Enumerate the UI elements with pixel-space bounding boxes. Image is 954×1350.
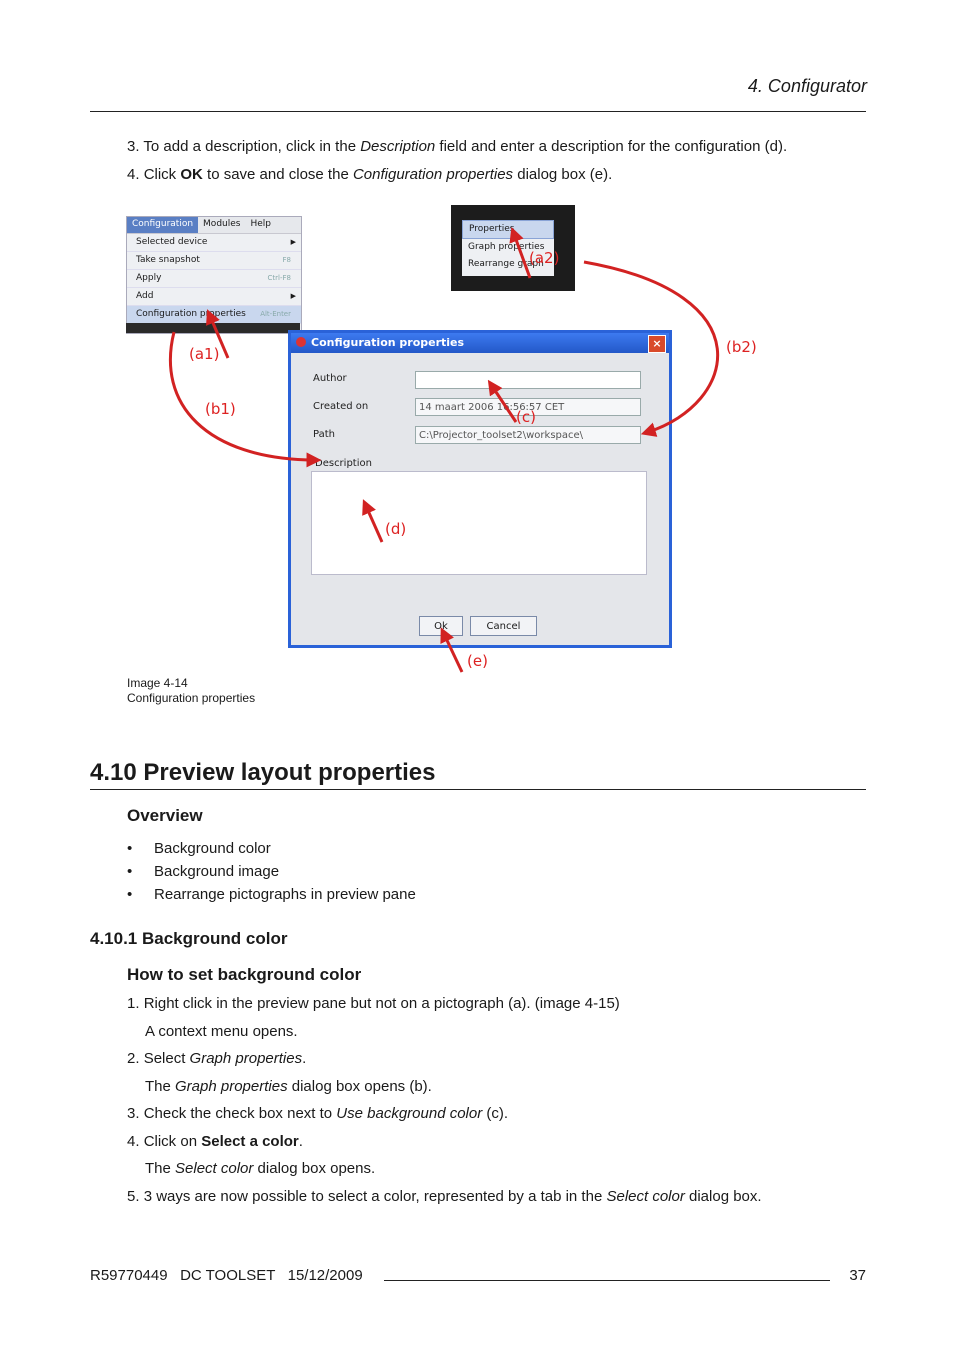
annotation-a1: (a1) bbox=[189, 345, 220, 363]
footer-doc-id: R59770449 DC TOOLSET 15/12/2009 bbox=[90, 1267, 363, 1284]
menu-item-take-snapshot[interactable]: Take snapshot F8 bbox=[127, 252, 301, 270]
path-label: Path bbox=[313, 429, 335, 440]
annotation-c: (c) bbox=[516, 408, 536, 426]
arrow-c bbox=[492, 386, 516, 422]
figure-number: Image 4-14 bbox=[127, 676, 188, 690]
overview-title: Overview bbox=[127, 806, 203, 825]
howto-step-5: 5. 3 ways are now possible to select a color, represented by a tab in the Select color dialog box. bbox=[127, 1188, 762, 1205]
author-label: Author bbox=[313, 373, 347, 384]
bullet-icon: • bbox=[127, 840, 133, 857]
menu-configuration[interactable]: Configuration bbox=[127, 217, 198, 233]
arrow-d bbox=[366, 506, 382, 542]
menu-help[interactable]: Help bbox=[250, 219, 271, 229]
arrow-e bbox=[444, 634, 462, 672]
menu-modules[interactable]: Modules bbox=[203, 219, 241, 229]
context-item-properties[interactable]: Properties bbox=[462, 220, 554, 239]
howto-step-3: 3. Check the check box next to Use background color (c). bbox=[127, 1105, 509, 1122]
howto-title: How to set background color bbox=[127, 965, 362, 984]
arrow-a2 bbox=[514, 234, 530, 278]
bullet-icon: • bbox=[127, 886, 133, 903]
howto-step-4: 4. Click on Select a color. bbox=[127, 1133, 303, 1150]
section-rule bbox=[90, 789, 866, 790]
context-item-rearrange-graph[interactable]: Rearrange graph bbox=[468, 259, 544, 269]
footer-rule bbox=[384, 1280, 830, 1281]
arrow-b2 bbox=[584, 262, 718, 432]
howto-note-1: A context menu opens. bbox=[145, 1023, 298, 1040]
list-item: Background image bbox=[154, 863, 280, 880]
list-item: Rearrange pictographs in preview pane bbox=[154, 886, 416, 903]
step-4: 4. Click OK to save and close the Configuration properties dialog box (e). bbox=[127, 166, 613, 183]
created-on-label: Created on bbox=[313, 401, 369, 412]
howto-step-2: 2. Select Graph properties. bbox=[127, 1050, 307, 1067]
menu-item-selected-device[interactable]: Selected device ▶ bbox=[127, 234, 301, 252]
created-on-field: 14 maart 2006 16:56:57 CET bbox=[415, 398, 641, 416]
annotation-e: (e) bbox=[467, 652, 488, 670]
cancel-button[interactable]: Cancel bbox=[470, 616, 537, 636]
howto-note-2: The Graph properties dialog box opens (b). bbox=[145, 1078, 432, 1095]
annotation-a2: (a2) bbox=[529, 249, 560, 267]
figure-configuration-properties bbox=[126, 204, 766, 676]
annotation-arrows bbox=[126, 204, 766, 676]
page-number: 37 bbox=[849, 1267, 866, 1284]
submenu-arrow-icon: ▶ bbox=[290, 238, 296, 246]
submenu-arrow-icon: ▶ bbox=[290, 292, 296, 300]
context-item-graph-properties[interactable]: Graph properties bbox=[468, 242, 545, 252]
section-heading: 4.10 Preview layout properties bbox=[90, 759, 436, 786]
description-label: Description bbox=[315, 458, 372, 469]
menu-item-configuration-properties[interactable]: Configuration properties Alt-Enter bbox=[127, 306, 301, 324]
menu-item-apply[interactable]: Apply Ctrl-F8 bbox=[127, 270, 301, 288]
howto-note-4: The Select color dialog box opens. bbox=[145, 1160, 376, 1177]
annotation-b2: (b2) bbox=[726, 338, 757, 356]
list-item: Background color bbox=[154, 840, 271, 857]
close-icon[interactable]: × bbox=[648, 335, 666, 353]
header-rule bbox=[90, 111, 866, 112]
subsection-heading: 4.10.1 Background color bbox=[90, 929, 288, 948]
annotation-d: (d) bbox=[385, 520, 407, 538]
figure-caption: Configuration properties bbox=[127, 691, 256, 705]
path-field: C:\Projector_toolset2\workspace\ bbox=[415, 426, 641, 444]
menu-item-add[interactable]: Add ▶ bbox=[127, 288, 301, 306]
running-header: 4. Configurator bbox=[747, 76, 867, 96]
dialog-title: Configuration properties bbox=[311, 336, 465, 349]
annotation-b1: (b1) bbox=[205, 400, 236, 418]
bullet-icon: • bbox=[127, 863, 133, 880]
ok-button[interactable]: Ok bbox=[419, 616, 463, 636]
howto-step-1: 1. Right click in the preview pane but not on a pictograph (a). (image 4-15) bbox=[127, 995, 620, 1012]
step-3: 3. To add a description, click in the Description field and enter a description for the configuration (d). bbox=[127, 138, 788, 155]
